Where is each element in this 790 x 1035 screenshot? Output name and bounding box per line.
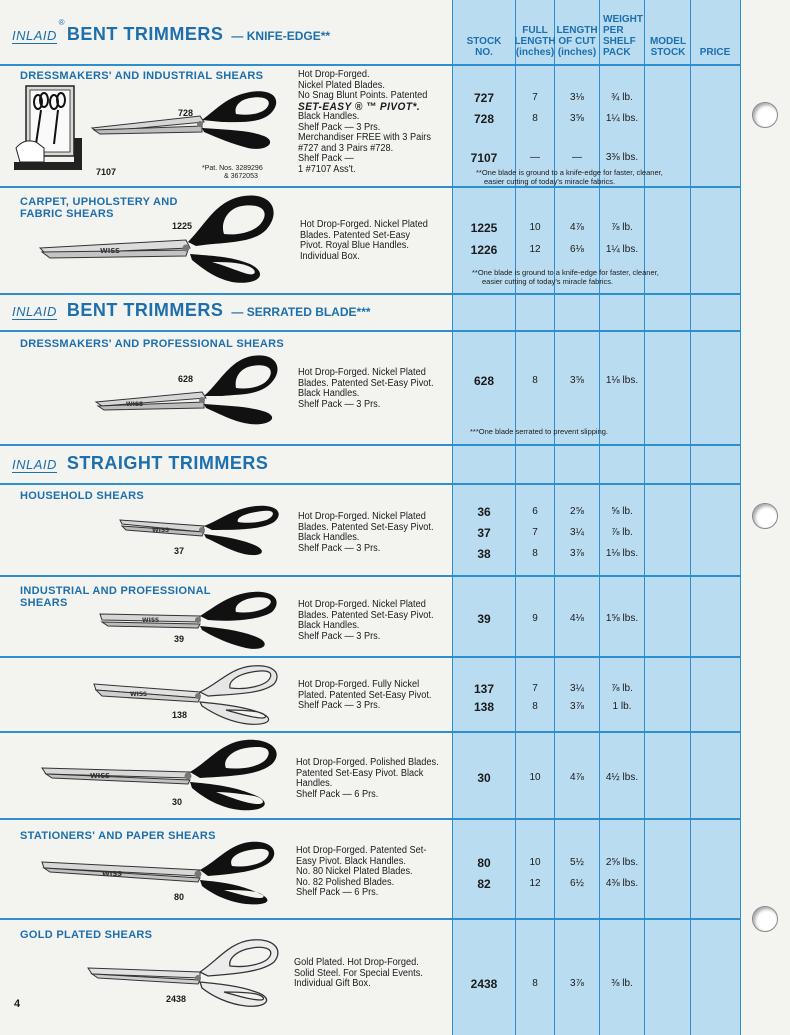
row-rule	[0, 186, 740, 188]
model-number: 39	[174, 634, 185, 644]
scissors-728-image	[88, 86, 284, 152]
footnote: **One blade is ground to a knife-edge for faster, cleaner, easier cutting of today's miracle fabrics.	[472, 268, 659, 286]
column-rule	[644, 0, 645, 1035]
row-rule	[0, 918, 740, 920]
product-description: Hot Drop-Forged. Nickel Plated Blades. Patented Set-Easy Pivot. Royal Blue Handles. Individual Box.	[300, 219, 428, 262]
model-number: 80	[174, 892, 185, 902]
svg-text:WISS: WISS	[90, 772, 111, 780]
column-rule	[740, 0, 741, 1035]
row-rule	[0, 64, 740, 66]
product-description: Hot Drop-Forged. Patented Set- Easy Pivot. Black Handles. No. 80 Nickel Plated Blades. No. 82 Polished Blades. Shelf Pack — 6 Prs.	[296, 845, 427, 898]
band-bent-trimmers-knife-edge	[12, 18, 331, 45]
model-number: 138	[172, 710, 188, 720]
product-description: Hot Drop-Forged. Nickel Plated Blades. No Snag Blunt Points. Patented SET-EASY ® ™ PIVOT*. Black Handles. Shelf Pack — 3 Prs. Merchandiser FREE with 3 Pairs #727 and 3 Pairs #728. Shelf Pack — 1 #7107 Ass't.	[298, 69, 431, 175]
row-rule	[0, 818, 740, 820]
row-rule	[0, 575, 740, 577]
band-straight-trimmers	[12, 453, 268, 474]
inlaid-logo: INLAID ®	[12, 18, 65, 43]
scissors-80-image	[40, 840, 284, 906]
product-description: Hot Drop-Forged. Nickel Plated Blades. Patented Set-Easy Pivot. Black Handles. Shelf Pack — 3 Prs.	[298, 599, 434, 642]
model-number: 2438	[166, 994, 187, 1004]
scissors-30-image	[40, 736, 284, 812]
model-number: 628	[178, 374, 194, 384]
footnote: **One blade is ground to a knife-edge for faster, cleaner, easier cutting of today's miracle fabrics.	[476, 168, 663, 186]
column-rule	[690, 0, 691, 1035]
scissors-39-image	[96, 590, 282, 652]
band-title: STRAIGHT TRIMMERS	[66, 453, 269, 473]
header-price: PRICE	[699, 47, 731, 58]
scissors-628-image	[92, 352, 284, 426]
footnote: ***One blade serrated to prevent slipping.	[470, 427, 609, 436]
header-model-stock: MODEL STOCK	[649, 36, 687, 58]
product-description: Hot Drop-Forged. Nickel Plated Blades. Patented Set-Easy Pivot. Black Handles. Shelf Pack — 3 Prs.	[298, 367, 434, 410]
row-rule	[0, 330, 740, 332]
header-weight: WEIGHT PER SHELF PACK	[603, 14, 643, 58]
row-rule	[0, 293, 740, 295]
section-title: GOLD PLATED SHEARS	[20, 929, 153, 941]
product-description: Hot Drop-Forged. Fully Nickel Plated. Patented Set-Easy Pivot. Shelf Pack — 3 Prs.	[298, 679, 432, 711]
section-title: HOUSEHOLD SHEARS	[20, 490, 144, 502]
merchandiser-display-illustration	[14, 78, 84, 188]
section-title: DRESSMAKERS' AND INDUSTRIAL SHEARS	[20, 70, 264, 82]
section-title: DRESSMAKERS' AND PROFESSIONAL SHEARS	[20, 338, 285, 350]
model-number: 37	[174, 546, 185, 556]
row-rule	[0, 731, 740, 733]
binder-hole	[752, 102, 778, 128]
band-subtitle: — SERRATED BLADE***	[231, 305, 371, 319]
header-length-of-cut: LENGTH OF CUT (inches)	[556, 25, 598, 58]
inlaid-logo: INLAID	[12, 304, 57, 319]
column-rule	[452, 0, 453, 1035]
svg-text:WISS: WISS	[100, 247, 121, 255]
scissors-37-image	[116, 502, 282, 558]
product-description: Hot Drop-Forged. Polished Blades. Patented Set-Easy Pivot. Black Handles. Shelf Pack — 6 Prs.	[296, 757, 439, 800]
catalog-page: STOCK NO. FULL LENGTH (inches) LENGTH OF CUT (inches) WEIGHT PER SHELF PACK MODEL STOCK PRICE INLAID ® BENT TRIMMERS — KNIFE-EDGE** DRESSMAKERS' AND INDUSTRIAL SHEARS 728 7107 *Pat. Nos. 3289296 & 3672053 Hot Drop-Forged. Nickel Plated Blades. No Snag Blunt Points. Patented SET-EASY ® ™ PIVOT*. Black Handles. Shelf Pack — 3 Prs. Merchandiser FREE with 3 Pairs #727 and 3 Pairs #728. Shelf Pack — 1 #7107 Ass't. 727 7 3⅛ ¾ lb. 728 8 3⅝ 1¼ lbs. 7107 — — 3⅜ lbs. **One blade is ground to a knife-edge for faster, cleaner, easier cutting of today's miracle fabrics. CARPET, UPHOLSTERY AND FABRIC SHEARS 1225 WISS Hot Drop-Forged. Nickel Plated Blades. Patented Set-Easy Pivot. Royal Blue Handles. Individual Box. 1225 10 4⅞ ⅞ lb. 1226 12 6⅛ 1¼ lbs. **One blade is ground to a knife-edge for faster, cleaner, easier cutting of today's miracle fabrics. INLAID BENT TRIMMERS — SERRATED BLADE*** DRESSMAKERS' AND PROFESSIONAL SHEARS 628 WISS Hot Drop-Forged. Nickel Plated Blades. Patented Set-Easy Pivot. Black Handles. Shelf Pack — 3 Prs. 628 8 3⅝ 1⅛ lbs. ***One blade serrated to prevent slipping. INLAID STRAIGHT TRIMMERS HOUSEHOLD SHEARS 37 WISS Hot Drop-Forged. Nickel Plated Blades. Patented Set-Easy Pivot. Black Handles. Shelf Pack — 3 Prs. 36 6 2⅝ ⅝ lb. 37 7 3¼ ⅞ lb. 38 8 3⅞ 1⅛ lbs. INDUSTRIAL AND PROFESSIONAL SHEARS WISS 39 Hot Drop-Forged. Nickel Plated Blades. Patented Set-Easy Pivot. Black Handles. Shelf Pack — 3 Prs. 39 9 4⅛ 1⅝ lbs. WISS 138 Hot Drop-Forged. Fully Nickel Plated. Patented Set-Easy Pivot. Shelf Pack — 3 Prs. 137 7 3¼ ⅞ lb. 138 8 3⅞ 1 lb. WISS 30 Hot Drop-Forged. Polished Blades. Patented Set-Easy Pivot. Black Handles. Shelf Pack — 6 Prs. 30 10 4⅞ 4½ lbs. STATIONERS' AND PAPER SHEARS WISS 80 Hot Drop-Forged. Patented Set- Easy Pivot. Black Handles. No. 80 Nickel Plated Blades. No. 82 Polished Blades. Shelf Pack — 6 Prs. 80 10 5½ 2⅝ lbs. 82 12 6½ 4⅜ lbs. GOLD PLATED SHEARS 2438 Gold Plated. Hot Drop-Forged. Solid Steel. For Special Events. Individual Gift Box. 2438 8 3⅞ ⅜ lb. 4	[0, 0, 790, 1035]
product-description: Hot Drop-Forged. Nickel Plated Blades. Patented Set-Easy Pivot. Black Handles. Shelf Pack — 3 Prs.	[298, 511, 434, 554]
scissors-1225-image	[36, 190, 282, 286]
section-title: CARPET, UPHOLSTERY AND FABRIC SHEARS	[20, 196, 178, 220]
section-title: STATIONERS' AND PAPER SHEARS	[20, 830, 216, 842]
svg-text:WISS: WISS	[102, 870, 123, 878]
page-number: 4	[14, 998, 21, 1010]
row-rule	[0, 483, 740, 485]
band-title: BENT TRIMMERS	[66, 24, 224, 44]
section-title: INDUSTRIAL AND PROFESSIONAL SHEARS	[20, 585, 211, 609]
row-rule	[0, 656, 740, 658]
band-subtitle: — KNIFE-EDGE**	[231, 29, 331, 43]
binder-hole	[752, 906, 778, 932]
model-number: 30	[172, 797, 183, 807]
patent-note: *Pat. Nos. 3289296 & 3672053	[202, 165, 263, 180]
header-stock-no: STOCK NO.	[466, 36, 502, 58]
model-number: 1225	[172, 221, 193, 231]
band-title: BENT TRIMMERS	[66, 300, 224, 320]
binder-hole	[752, 503, 778, 529]
svg-text:WISS: WISS	[152, 527, 170, 534]
row-rule	[0, 444, 740, 446]
model-number: 728	[178, 108, 194, 118]
model-number: 7107	[96, 167, 117, 177]
header-full-length: FULL LENGTH (inches)	[514, 25, 556, 58]
svg-text:WISS: WISS	[142, 617, 160, 624]
band-bent-trimmers-serrated	[12, 300, 371, 321]
svg-text:WISS: WISS	[130, 691, 148, 698]
svg-text:WISS: WISS	[126, 401, 144, 408]
inlaid-logo: INLAID	[12, 457, 57, 472]
product-description: Gold Plated. Hot Drop-Forged. Solid Steel. For Special Events. Individual Gift Box.	[294, 957, 423, 989]
